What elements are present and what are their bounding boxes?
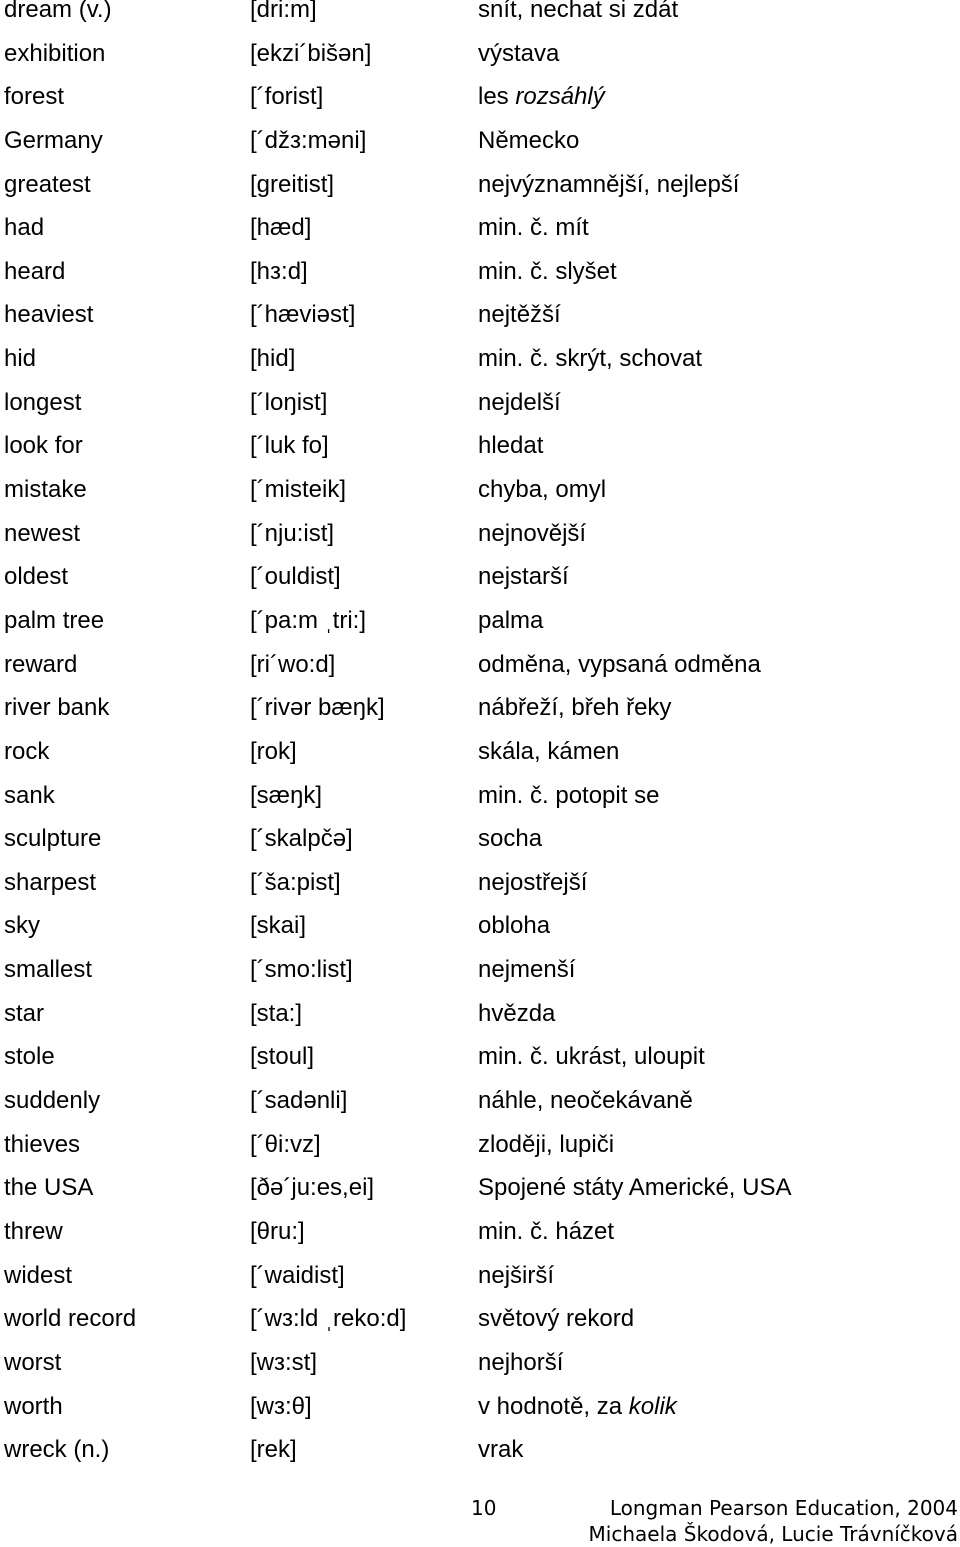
pronunciation: [sta:] <box>250 999 303 1027</box>
czech-translation <box>478 650 761 678</box>
czech-translation <box>478 914 550 938</box>
czech-translation-text: zloději, lupiči <box>478 1130 615 1158</box>
czech-translation-text: Německo <box>478 126 580 154</box>
pronunciation: [hid] <box>250 345 296 373</box>
pronunciation: [´ša:pist] <box>250 868 341 896</box>
publisher-credit: Longman Pearson Education, 2004 <box>609 1496 958 1520</box>
vocab-row <box>0 126 960 175</box>
czech-translation-text: nejdelší <box>478 388 561 416</box>
czech-translation-text: palma <box>478 606 544 634</box>
pronunciation: [´ouldist] <box>250 563 341 591</box>
vocab-row <box>0 257 960 306</box>
pronunciation: [´hæviəst] <box>250 301 356 329</box>
czech-translation <box>478 1348 564 1376</box>
english-word: exhibition <box>4 39 106 67</box>
english-word: sculpture <box>4 825 102 853</box>
pronunciation: [hæd] <box>250 214 312 242</box>
czech-translation <box>478 303 561 327</box>
czech-translation <box>478 388 561 416</box>
czech-translation-text: nejširší <box>478 1261 555 1289</box>
english-word: dream (v.) <box>4 0 112 23</box>
vocab-row <box>0 1087 960 1135</box>
czech-translation-text: odměna, vypsaná odměna <box>478 650 761 678</box>
pronunciation: [´loŋist] <box>250 388 328 416</box>
english-word: sharpest <box>4 868 97 896</box>
pronunciation: [sæŋk] <box>250 781 323 809</box>
vocab-row <box>0 1261 960 1310</box>
pronunciation: [´forist] <box>250 83 324 111</box>
pronunciation: [stoul] <box>250 1043 315 1071</box>
pronunciation: [rek] <box>250 1436 297 1464</box>
vocab-row <box>0 214 960 262</box>
czech-translation <box>478 827 542 851</box>
english-word: mistake <box>4 476 87 504</box>
pronunciation: [´smo:list] <box>250 956 353 984</box>
vocab-row <box>0 956 960 1004</box>
czech-translation <box>478 565 569 589</box>
vocab-row <box>0 1436 960 1484</box>
czech-translation-text: nejmenší <box>478 956 576 984</box>
vocab-row <box>0 999 960 1048</box>
czech-translation <box>478 1130 615 1158</box>
czech-translation-text: hledat <box>478 432 544 460</box>
czech-translation-text: min. č. mít <box>478 214 589 242</box>
vocab-row <box>0 1305 960 1353</box>
english-word: worth <box>4 1392 63 1420</box>
czech-translation <box>478 696 671 720</box>
pronunciation: [ri´wo:d] <box>250 650 336 678</box>
english-word: look for <box>4 432 83 460</box>
pronunciation: [´θi:vz] <box>250 1130 321 1158</box>
czech-translation-text: Spojené státy Americké, USA <box>478 1174 792 1202</box>
czech-translation-text: hvězda <box>478 999 556 1027</box>
czech-translation <box>478 216 589 240</box>
authors-credit: Michaela Škodová, Lucie Trávníčková <box>588 1522 958 1546</box>
czech-translation-text: nejnovější <box>478 519 587 547</box>
english-word: longest <box>4 388 82 416</box>
english-word: wreck (n.) <box>4 1436 110 1464</box>
english-word: heard <box>4 257 66 285</box>
vocab-row <box>0 432 960 480</box>
vocab-row <box>0 737 960 786</box>
vocab-row <box>0 868 960 917</box>
czech-translation-text: min. č. slyšet <box>478 257 617 285</box>
english-word: palm tree <box>4 606 105 634</box>
czech-translation-text: nejtěžší <box>478 301 561 329</box>
czech-translation <box>478 781 660 809</box>
english-word: reward <box>4 650 78 678</box>
vocab-row <box>0 1348 960 1397</box>
pronunciation: [´skalpčə] <box>250 825 353 853</box>
english-word: river bank <box>4 694 110 722</box>
page-footer <box>0 1494 960 1547</box>
czech-translation-text: náhle, neočekávaně <box>478 1087 693 1115</box>
czech-translation-text: chyba, omyl <box>478 476 607 504</box>
vocab-row <box>0 83 960 131</box>
vocab-row <box>0 1392 960 1441</box>
vocab-row <box>0 825 960 873</box>
pronunciation: [wз:st] <box>250 1348 318 1376</box>
english-word: had <box>4 214 45 242</box>
czech-translation-text: min. č. skrýt, schovat <box>478 345 703 373</box>
pronunciation: [wз:θ] <box>250 1392 312 1420</box>
vocab-row <box>0 388 960 437</box>
czech-translation <box>478 1089 693 1113</box>
czech-translation <box>478 737 620 765</box>
vocab-row <box>0 650 960 699</box>
czech-translation <box>478 347 702 371</box>
czech-translation-note: rozsáhlý <box>515 83 605 111</box>
english-word: smallest <box>4 956 93 984</box>
english-word: threw <box>4 1217 63 1245</box>
czech-translation <box>478 257 617 285</box>
vocab-row <box>0 301 960 349</box>
czech-translation-note: kolik <box>628 1392 677 1420</box>
pronunciation: [´rivər bæŋk] <box>250 694 385 722</box>
pronunciation: [´misteik] <box>250 476 346 504</box>
czech-translation <box>478 434 543 458</box>
english-word: worst <box>4 1348 62 1376</box>
pronunciation: [skai] <box>250 912 307 940</box>
czech-translation <box>478 1307 634 1331</box>
vocab-row <box>0 912 960 960</box>
czech-translation-text: les <box>478 83 516 111</box>
czech-translation-text: v hodnotě, za <box>478 1392 629 1420</box>
czech-translation-text: min. č. ukrást, uloupit <box>478 1043 705 1071</box>
czech-translation <box>478 868 588 896</box>
pronunciation: [´wз:ld ˌreko:d] <box>250 1305 407 1333</box>
english-word: widest <box>4 1261 73 1289</box>
pronunciation: [´luk fo] <box>250 432 329 460</box>
pronunciation: [θru:] <box>250 1217 305 1245</box>
vocab-row <box>0 170 960 219</box>
czech-translation-text: nejostřejší <box>478 868 588 896</box>
czech-translation-text: socha <box>478 825 543 853</box>
czech-translation <box>478 1392 677 1420</box>
english-word: newest <box>4 519 81 547</box>
pronunciation: [rok] <box>250 737 297 765</box>
czech-translation <box>478 1045 705 1069</box>
czech-translation <box>478 85 605 109</box>
vocab-row <box>0 0 960 44</box>
pronunciation: [´pa:m ˌtri:] <box>250 606 367 634</box>
czech-translation-text: vrak <box>478 1436 524 1464</box>
english-word: sank <box>4 781 55 809</box>
english-word: suddenly <box>4 1087 101 1115</box>
vocab-row <box>0 563 960 611</box>
vocab-row <box>0 39 960 88</box>
pronunciation: [´džз:məni] <box>250 126 367 154</box>
pronunciation: [dri:m] <box>250 0 317 23</box>
czech-translation-text: světový rekord <box>478 1305 635 1333</box>
czech-translation-text: nejstarší <box>478 563 569 591</box>
vocab-row <box>0 1043 960 1091</box>
english-word: heaviest <box>4 301 94 329</box>
czech-translation <box>478 1176 791 1200</box>
czech-translation <box>478 519 587 547</box>
czech-translation <box>478 1438 523 1462</box>
czech-translation <box>478 606 544 634</box>
czech-translation <box>478 126 580 154</box>
english-word: world record <box>4 1305 137 1333</box>
pronunciation: [ðə´ju:es,ei] <box>250 1174 375 1202</box>
czech-translation <box>478 478 606 502</box>
czech-translation <box>478 1261 555 1289</box>
vocab-row <box>0 519 960 568</box>
czech-translation-text: skála, kámen <box>478 737 620 765</box>
vocab-row <box>0 1130 960 1179</box>
english-word: oldest <box>4 563 69 591</box>
english-word: hid <box>4 345 37 373</box>
czech-translation-text: obloha <box>478 912 551 940</box>
pronunciation: [´sadənli] <box>250 1087 348 1115</box>
czech-translation-text: nejvýznamnější, nejlepší <box>478 170 740 198</box>
czech-translation <box>478 39 560 67</box>
czech-translation-text: min. č. házet <box>478 1217 615 1245</box>
pronunciation: [´waidist] <box>250 1261 345 1289</box>
czech-translation <box>478 999 556 1027</box>
czech-translation-text: výstava <box>478 39 560 67</box>
english-word: star <box>4 999 45 1027</box>
english-word: sky <box>4 912 40 940</box>
vocab-row <box>0 345 960 393</box>
pronunciation: [´nju:ist] <box>250 519 335 547</box>
vocab-row <box>0 476 960 524</box>
english-word: thieves <box>4 1130 81 1158</box>
english-word: the USA <box>4 1174 94 1202</box>
pronunciation: [ekzi´bišən] <box>250 39 372 67</box>
english-word: forest <box>4 83 65 111</box>
czech-translation-text: min. č. potopit se <box>478 781 660 809</box>
czech-translation <box>478 1217 615 1245</box>
page-number: 10 <box>471 1496 497 1520</box>
czech-translation-text: nábřeží, břeh řeky <box>478 694 672 722</box>
czech-translation <box>478 958 575 982</box>
english-word: stole <box>4 1043 55 1071</box>
czech-translation-text: snít, nechat si zdát <box>478 0 679 23</box>
vocab-row <box>0 781 960 830</box>
pronunciation: [hз:d] <box>250 257 308 285</box>
czech-translation <box>478 0 678 22</box>
czech-translation <box>478 170 740 198</box>
vocab-row <box>0 606 960 655</box>
vocab-row <box>0 694 960 742</box>
pronunciation: [greitist] <box>250 170 335 198</box>
english-word: rock <box>4 737 50 765</box>
czech-translation-text: nejhorší <box>478 1348 564 1376</box>
english-word: greatest <box>4 170 91 198</box>
vocab-row <box>0 1217 960 1266</box>
vocab-row <box>0 1174 960 1222</box>
english-word: Germany <box>4 126 103 154</box>
